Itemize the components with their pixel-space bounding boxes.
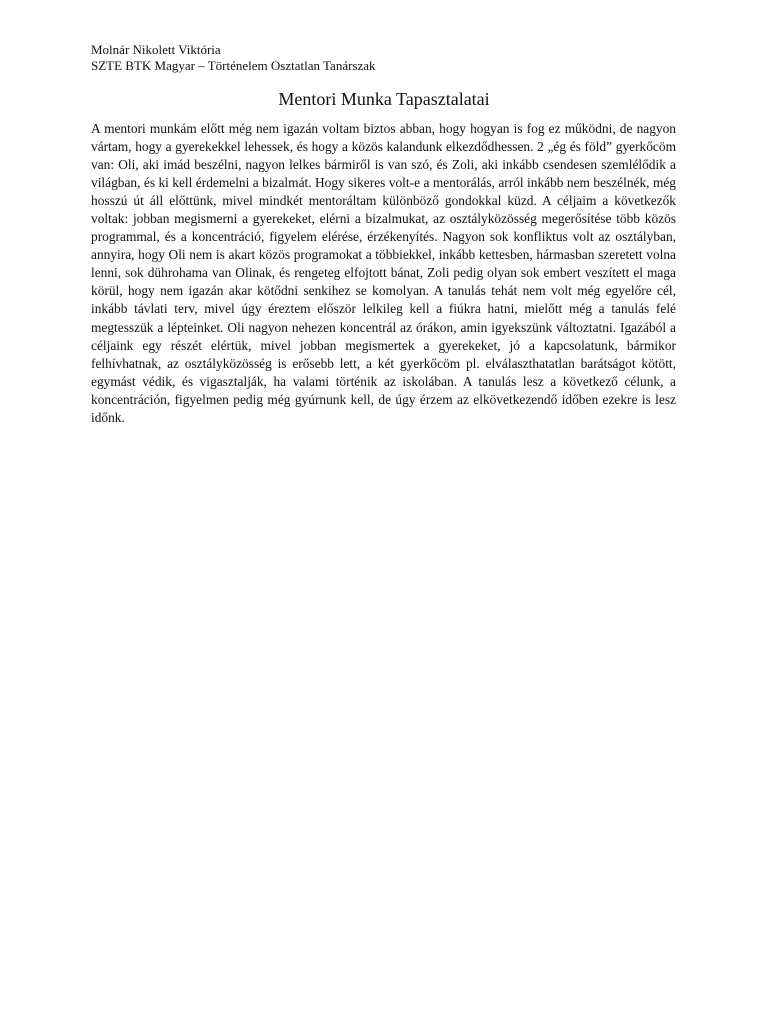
document-header: [91, 42, 376, 74]
affiliation: SZTE BTK Magyar – Történelem Osztatlan Tanárszak: [91, 58, 376, 73]
body-paragraph: A mentori munkám előtt még nem igazán voltam biztos abban, hogy hogyan is fog ez működni, de nagyon vártam, hogy a gyerekekkel lehessek, és hogy a közös kalandunk elkezdődhessen. 2 „ég és föld” gyerkőcöm van: Oli, aki imád beszélni, nagyon lelkes bármiről is van szó, és Zoli, aki inkább csendesen szemlélődik a világban, és ki kell érdemelni a bizalmát. Hogy sikeres volt-e a mentorálás, arról inkább nem beszélnék, még hosszú út áll előttünk, mivel mindkét mentoráltam különböző gondokkal küzd. A céljaim a következők voltak: jobban megismerni a gyerekeket, elérni a bizalmukat, az osztályközösség megerősítése több közös programmal, és a koncentráció, figyelem elérése, érzékenyítés. Nagyon sok konfliktus volt az osztályban, annyira, hogy Oli nem is akart közös programokat a többiekkel, inkább kettesben, hármasban szeretett volna lenni, sok dührohama van Olinak, és rengeteg elfojtott bánat, Zoli pedig olyan sok embert veszített el maga körül, hogy nem igazán akar kötődni senkihez se komolyan. A tanulás tehát nem volt még egyelőre cél, inkább távlati terv, mivel úgy éreztem először lelkileg kell a fiúkra hatni, mielőtt még a tanulás felé megtesszük a lépteinket. Oli nagyon nehezen koncentrál az órákon, amin igyekszünk változtatni. Igazából a céljaink egy részét elértük, mivel jobban megismertek a gyerekeket, jó a kapcsolatunk, bármikor felhívhatnak, az osztályközösség is erősebb lett, a két gyerkőcöm pl. elválaszthatatlan barátságot kötött, egymást védik, és vigasztalják, ha valami történik az iskolában. A tanulás lesz a következő célunk, a koncentráción, figyelmen pedig még gyúrnunk kell, de úgy érzem az elkövetkezendő időben ezekre is lesz időnk.: [91, 121, 676, 425]
document-title: Mentori Munka Tapasztalatai: [278, 89, 490, 109]
author-name: Molnár Nikolett Viktória: [91, 42, 221, 57]
